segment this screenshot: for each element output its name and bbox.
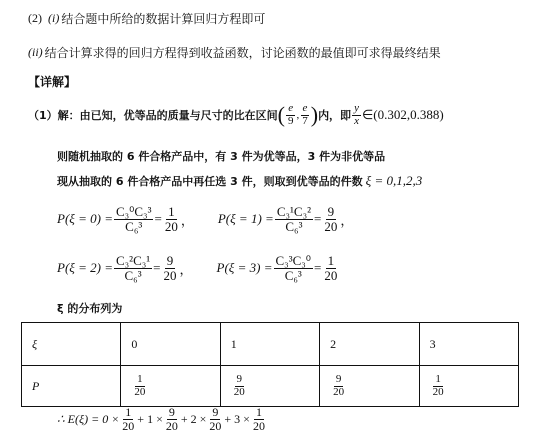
table-cell: ξ: [22, 323, 121, 366]
expectation-term: $\frac{9}{20}$: [209, 404, 222, 433]
prob-3-comb: $\frac{\text{C₃³C₃⁰}}{\text{C₆³}}$: [275, 252, 312, 283]
prob-1-comb: $\frac{\text{C₃¹C₃²}}{\text{C₆³}}$: [276, 203, 312, 234]
prob-0-lhs: P(ξ = 0) =: [57, 211, 113, 226]
item-ii-label: (ii): [28, 45, 43, 59]
expectation-term: $\frac{9}{20}$: [165, 404, 178, 433]
part2-label: (2): [28, 11, 42, 25]
prob-2-lhs: P(ξ = 2) =: [57, 260, 113, 275]
prob-0-result: $\frac{1}{20}$: [164, 203, 178, 234]
pick-line: [57, 173, 422, 189]
table-row: [22, 366, 519, 407]
interval-frac-1: $\frac{e}{9}$: [287, 101, 294, 127]
prob-fraction: $\frac{1}{20}$: [432, 372, 444, 398]
table-cell: [419, 366, 518, 407]
ratio-frac: $\frac{y}{x}$: [354, 101, 359, 127]
solution-label: （1）: [28, 109, 58, 122]
comma: ,: [296, 109, 300, 121]
table-cell: P: [22, 366, 121, 407]
left-paren: (: [277, 102, 285, 127]
solution-text-a: 解：由已知，优等品的质量与尺寸的比在区间: [57, 109, 278, 122]
solution-line: [28, 97, 444, 133]
sample-line: 则随机抽取的 6 件合格产品中，有 3 件为优等品，3 件为非优等品: [57, 150, 386, 163]
item-ii-text: 结合计算求得的回归方程得到收益函数，讨论函数的最值即可求得最终结果: [44, 46, 441, 60]
table-cell: 3: [419, 323, 518, 366]
part2-line-i: [28, 10, 265, 27]
expectation-term: $\frac{1}{20}$: [252, 404, 265, 433]
prob-3-lhs: P(ξ = 3) =: [216, 260, 273, 275]
item-i-text: 结合题中所给的数据计算回归方程即可: [61, 12, 266, 26]
interval-frac-2: $\frac{e}{7}$: [302, 101, 308, 127]
expectation-lhs: ∴ E(ξ) = 0 ×: [57, 411, 120, 426]
distribution-table: [21, 322, 519, 407]
prob-1-lhs: P(ξ = 1) =: [217, 211, 274, 226]
right-paren: ): [310, 102, 319, 127]
part2-line-ii: [28, 44, 441, 61]
detail-heading: 【详解】: [28, 75, 77, 89]
expectation-line: ∴ E(ξ) = 0 × $\frac{1}{20}$ + 1 × $\frac{9}{20}$ + 2 × $\frac{9}{20}$ + 3 × $\frac{1}{20}$: [57, 404, 265, 433]
prob-fraction: $\frac{1}{20}$: [134, 372, 146, 398]
table-cell: [220, 366, 319, 407]
prob-2-comb: $\frac{\text{C₃²C₃¹}}{\text{C₆³}}$: [115, 252, 151, 283]
prob-0-comb: $\frac{\text{C₃⁰C₃³}}{\text{C₆³}}$: [115, 203, 152, 234]
table-cell: 2: [320, 323, 419, 366]
expectation-term: $\frac{1}{20}$: [122, 404, 135, 433]
pick-values: ξ = 0,1,2,3: [365, 173, 423, 188]
solution-text-b: 内，即: [318, 109, 352, 122]
table-cell: [320, 366, 419, 407]
pick-text: 现从抽取的 6 件合格产品中再任选 3 件，则取到优等品的件数: [57, 175, 363, 188]
prob-fraction: $\frac{9}{20}$: [233, 372, 245, 398]
prob-1-result: $\frac{9}{20}$: [324, 203, 338, 234]
dist-caption: ξ 的分布列为: [57, 302, 123, 315]
prob-fraction: $\frac{9}{20}$: [333, 372, 345, 398]
interval-value: ∈(0.302,0.388): [361, 107, 444, 122]
table-row: [22, 323, 519, 366]
item-i-label: (i): [48, 11, 60, 25]
prob-3-result: $\frac{1}{20}$: [324, 252, 338, 283]
prob-row-1: P(ξ = 0) = $\frac{\text{C₃⁰C₃³}}{\text{C₆³}}$ = $\frac{1}{20}$ ， P(ξ = 1) = $\frac{\text{C₃¹C₃²}}{\text{C₆³}}$ = $\frac{9}{20}$ ，: [57, 203, 354, 234]
prob-2-result: $\frac{9}{20}$: [163, 252, 177, 283]
table-cell: [121, 366, 220, 407]
prob-row-2: P(ξ = 2) = $\frac{\text{C₃²C₃¹}}{\text{C₆³}}$ = $\frac{9}{20}$ ， P(ξ = 3) = $\frac{\text{C₃³C₃⁰}}{\text{C₆³}}$ = $\frac{1}{20}$: [57, 252, 338, 283]
table-cell: 1: [220, 323, 319, 366]
table-cell: 0: [121, 323, 220, 366]
